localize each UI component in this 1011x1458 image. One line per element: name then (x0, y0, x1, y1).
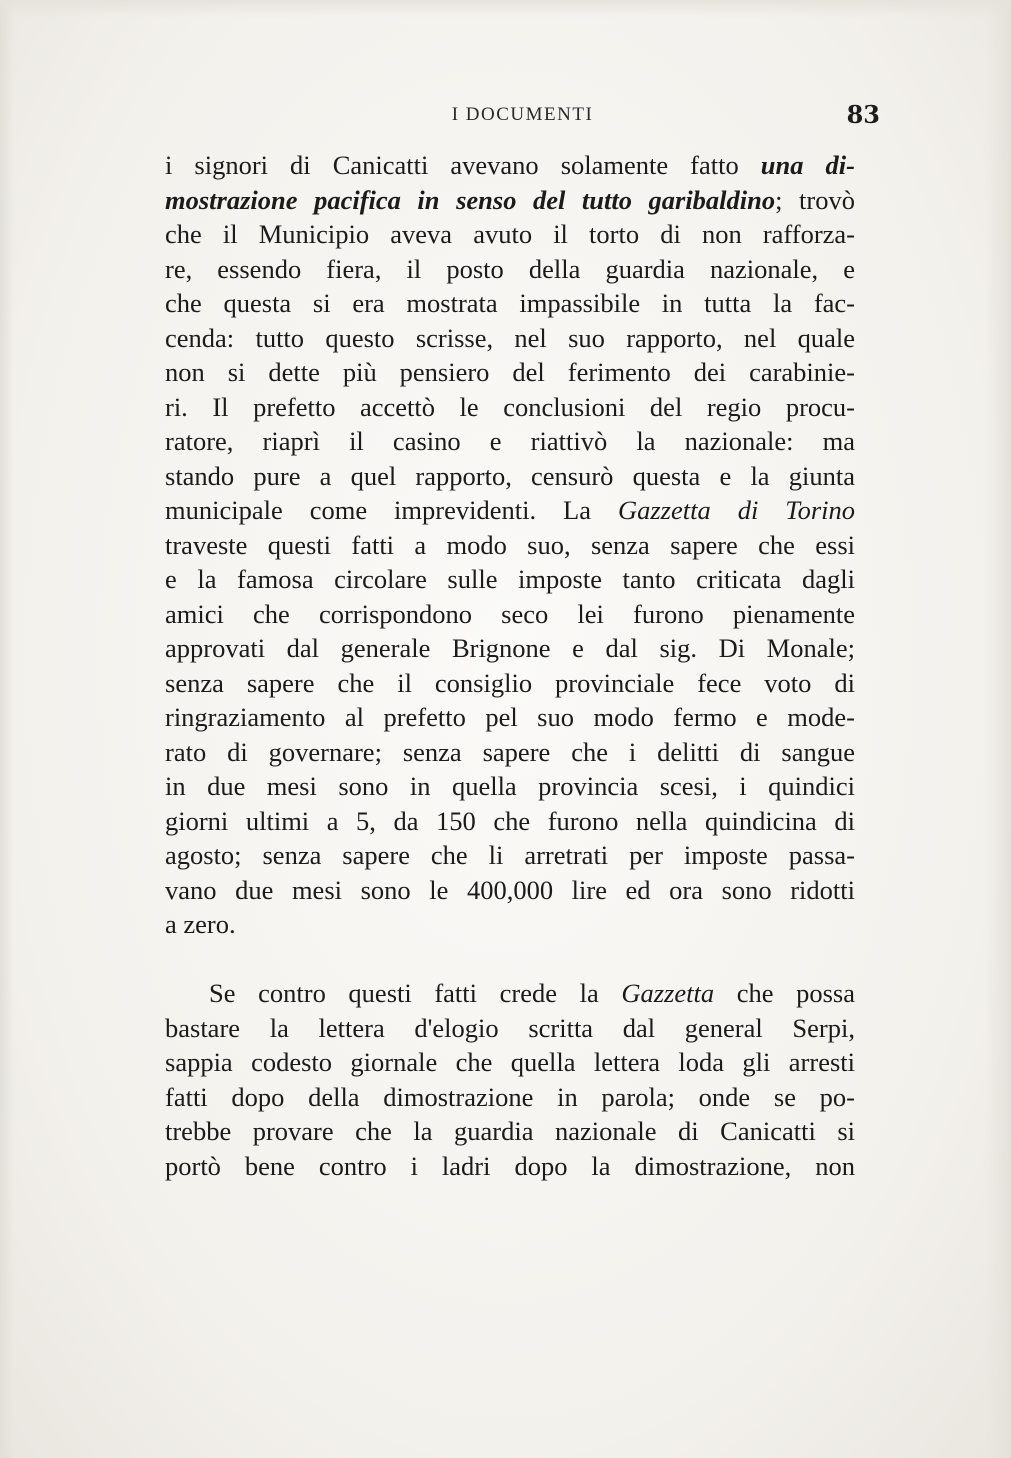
text-run: bastare la lettera d'elogio scritta dal general Serpi, (165, 1012, 855, 1043)
text-run: agosto; senza sapere che li arretrati per imposte passa- (165, 840, 855, 870)
text-line (165, 804, 855, 839)
text-line (165, 769, 855, 804)
text-line (165, 666, 855, 701)
text-run: non si dette più pensiero del ferimento dei carabinie- (165, 357, 855, 387)
paragraph-gap (165, 942, 855, 977)
text-run: amici che corrispondono seco lei furono pienamente (165, 598, 855, 629)
text-line (165, 631, 855, 666)
page-header (165, 100, 880, 130)
text-run: a zero. (165, 909, 236, 939)
text-line (165, 459, 855, 494)
text-run: che questa si era mostrata impassibile in tutta la fac- (165, 288, 855, 318)
emphasized-text: mostrazione pacifica in senso del tutto garibaldino (165, 184, 776, 215)
text-line (165, 907, 855, 942)
text-line (165, 562, 855, 597)
page-shadow-right (985, 0, 1011, 1458)
text-run: fatti dopo della dimostrazione in parola; onde se po- (165, 1081, 855, 1112)
body-text (165, 148, 855, 1183)
text-line (165, 528, 855, 563)
page-shadow-top (0, 0, 1011, 18)
text-line (165, 1011, 855, 1046)
text-run: portò bene contro i ladri dopo la dimostrazione, non (165, 1150, 855, 1181)
text-run: in due mesi sono in quella provincia scesi, i quindici (165, 771, 855, 801)
text-line (165, 286, 855, 321)
text-line (165, 252, 855, 287)
text-run: ringraziamento al prefetto pel suo modo fermo e mode- (165, 702, 855, 732)
text-run: cenda: tutto questo scrisse, nel suo rapporto, nel quale (165, 322, 855, 353)
text-line (165, 1114, 855, 1149)
text-run: trebbe provare che la guardia nazionale di Canicatti si (165, 1116, 855, 1146)
text-line (165, 1149, 855, 1184)
text-line (165, 1045, 855, 1080)
text-line (165, 321, 855, 356)
text-line (165, 873, 855, 908)
text-line (165, 148, 855, 183)
text-line (165, 355, 855, 390)
text-run: sappia codesto giornale che quella lettera loda gli arresti (165, 1047, 855, 1077)
text-run: traveste questi fatti a modo suo, senza sapere che essi (165, 529, 855, 560)
text-line (165, 1080, 855, 1115)
text-line (165, 597, 855, 632)
text-run: approvati dal generale Brignone e dal sig. Di Monale; (165, 633, 855, 663)
text-line (165, 217, 855, 252)
text-run: ; trovò (775, 184, 855, 215)
text-line (165, 424, 855, 459)
text-run: che possa (714, 978, 855, 1008)
text-run: re, essendo fiera, il posto della guardia nazionale, e (165, 253, 855, 284)
text-line (165, 390, 855, 425)
page-shadow-left (0, 0, 14, 1458)
text-run: vano due mesi sono le 400,000 lire ed ora sono ridotti (165, 874, 855, 905)
text-run: i signori di Canicatti avevano solamente fatto (165, 150, 761, 180)
text-line (165, 976, 855, 1011)
text-run: Se contro questi fatti crede la (209, 978, 622, 1008)
text-run: giorni ultimi a 5, da 150 che furono nella quindicina di (165, 805, 855, 836)
text-run: ratore, riaprì il casino e riattivò la nazionale: ma (165, 426, 855, 456)
text-run: senza sapere che il consiglio provinciale fece voto di (165, 667, 855, 698)
text-run: rato di governare; senza sapere che i delitti di sangue (165, 736, 855, 767)
text-line (165, 700, 855, 735)
text-line (165, 493, 855, 528)
emphasized-text: una di- (760, 150, 855, 180)
text-run: stando pure a quel rapporto, censurò questa e la giunta (165, 460, 855, 491)
italic-title: Gazzetta (621, 978, 715, 1008)
text-run: municipale come imprevidenti. La (165, 495, 618, 525)
text-run: e la famosa circolare sulle imposte tanto criticata dagli (165, 564, 855, 594)
page-number: 83 (846, 100, 880, 129)
italic-title: Gazzetta di Torino (617, 495, 855, 525)
text-line (165, 183, 855, 218)
text-run: ri. Il prefetto accettò le conclusioni del regio procu- (165, 391, 855, 422)
text-run: che il Municipio aveva avuto il torto di non rafforza- (165, 219, 855, 249)
text-line (165, 838, 855, 873)
running-title: I DOCUMENTI (451, 104, 594, 125)
text-line (165, 735, 855, 770)
